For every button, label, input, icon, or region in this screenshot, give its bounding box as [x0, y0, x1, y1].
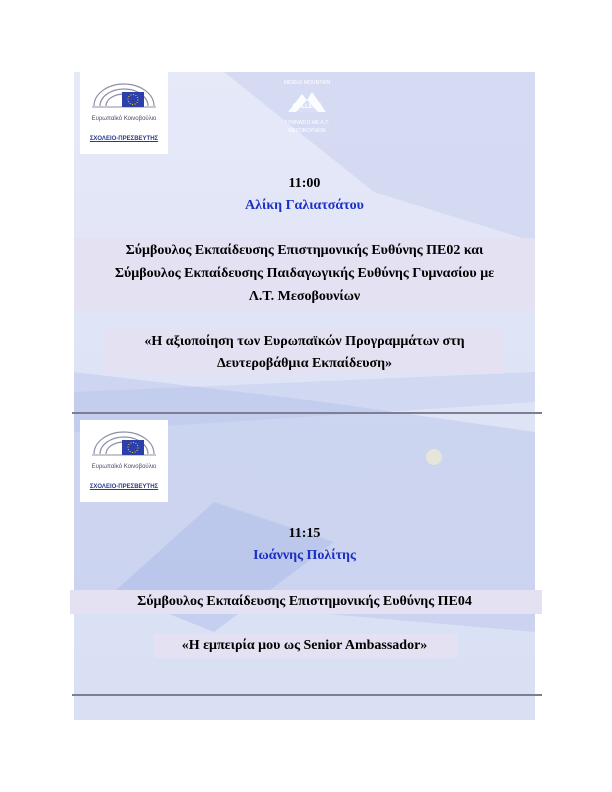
session-1-speaker: Αλίκη Γαλιατσάτου	[245, 198, 364, 213]
session-2-speaker: Ιωάννης Πολίτης	[253, 548, 356, 563]
background-watermark	[74, 72, 535, 720]
college-logo-bottom-2: ΜΕΣΟΒΟΥΝΙΩΝ	[288, 128, 326, 134]
parliament-icon	[80, 72, 168, 116]
ep-logo	[80, 420, 168, 502]
mountain-icon	[278, 86, 336, 116]
session-1-time: 11:00	[288, 176, 321, 191]
ep-logo-school: ΣΧΟΛΕΙΟ-ΠΡΕΣΒΕΥΤΗΣ	[89, 136, 159, 142]
session-2-topic-line-1: «Η εμπειρία μου ως Senior Ambassador»	[181, 638, 428, 653]
session-2-role-line-1: Σύμβουλος Εκπαίδευσης Επιστημονικής Ευθύνης ΠΕ04	[137, 594, 472, 609]
college-logo-word: COLLEGE	[292, 104, 322, 110]
college-logo	[278, 78, 336, 142]
divider	[72, 412, 542, 414]
divider	[72, 694, 542, 696]
parliament-icon	[80, 420, 168, 464]
session-2-time: 11:15	[288, 526, 321, 541]
ep-logo-school: ΣΧΟΛΕΙΟ-ΠΡΕΣΒΕΥΤΗΣ	[89, 484, 159, 490]
ep-logo-name: Ευρωπαϊκό Κοινοβούλιο	[91, 116, 157, 122]
session-1-role-line-1: Σύμβουλος Εκπαίδευσης Επιστημονικής Ευθύνης ΠΕ02 και	[125, 243, 484, 258]
session-1-role-line-2: Σύμβουλος Εκπαίδευσης Παιδαγωγικής Ευθύνης Γυμνασίου με	[114, 266, 495, 281]
session-1-topic-line-1: «Η αξιοποίηση των Ευρωπαϊκών Προγραμμάτων στη	[144, 334, 465, 349]
college-logo-bottom-1: ΓΥΜΝΑΣΙΟ ΜΕ Λ.Τ.	[284, 120, 330, 126]
college-logo-top: MIDDLE MOUNTAIN	[283, 80, 331, 86]
session-1-role-line-3: Λ.Τ. Μεσοβουνίων	[248, 289, 361, 304]
session-1-topic-line-2: Δευτεροβάθμια Εκπαίδευση»	[216, 356, 393, 371]
ep-logo	[80, 72, 168, 154]
ep-logo-name: Ευρωπαϊκό Κοινοβούλιο	[91, 464, 157, 470]
